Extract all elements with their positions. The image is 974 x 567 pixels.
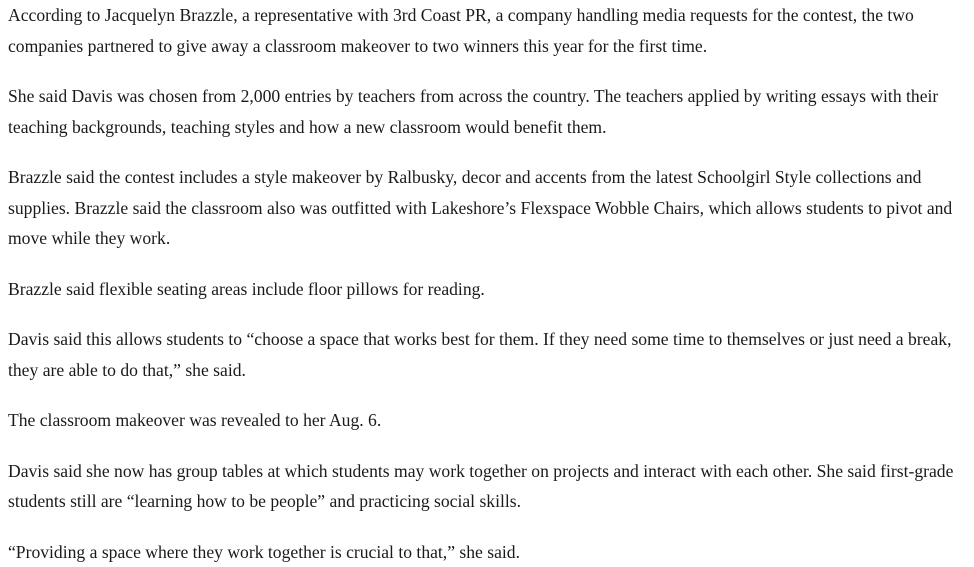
paragraph-contest-includes: Brazzle said the contest includes a style makeover by Ralbusky, decor and accents from the latest Schoolgirl Style collections and supplies. Brazzle said the classroom also was outfitted with Lakeshore’s Flexspace Wobble Chairs, which allows students to pivot and move while they work.	[8, 162, 966, 254]
paragraph-revealed-date: The classroom makeover was revealed to her Aug. 6.	[8, 405, 966, 436]
paragraph-davis-chosen: She said Davis was chosen from 2,000 entries by teachers from across the country. The teachers applied by writing essays with their teaching backgrounds, teaching styles and how a new classroom would benefit them.	[8, 81, 966, 142]
paragraph-group-tables: Davis said she now has group tables at which students may work together on projects and interact with each other. She said first-grade students still are “learning how to be people” and practicing social skills.	[8, 456, 966, 517]
paragraph-brazzle-intro: According to Jacquelyn Brazzle, a representative with 3rd Coast PR, a company handling media requests for the contest, the two companies partnered to give away a classroom makeover to two winners this year for the first time.	[8, 0, 966, 61]
paragraph-choose-space: Davis said this allows students to “choose a space that works best for them. If they need some time to themselves or just need a break, they are able to do that,” she said.	[8, 324, 966, 385]
paragraph-closing-quote: “Providing a space where they work together is crucial to that,” she said.	[8, 537, 966, 567]
paragraph-flexible-seating: Brazzle said flexible seating areas include floor pillows for reading.	[8, 274, 966, 305]
